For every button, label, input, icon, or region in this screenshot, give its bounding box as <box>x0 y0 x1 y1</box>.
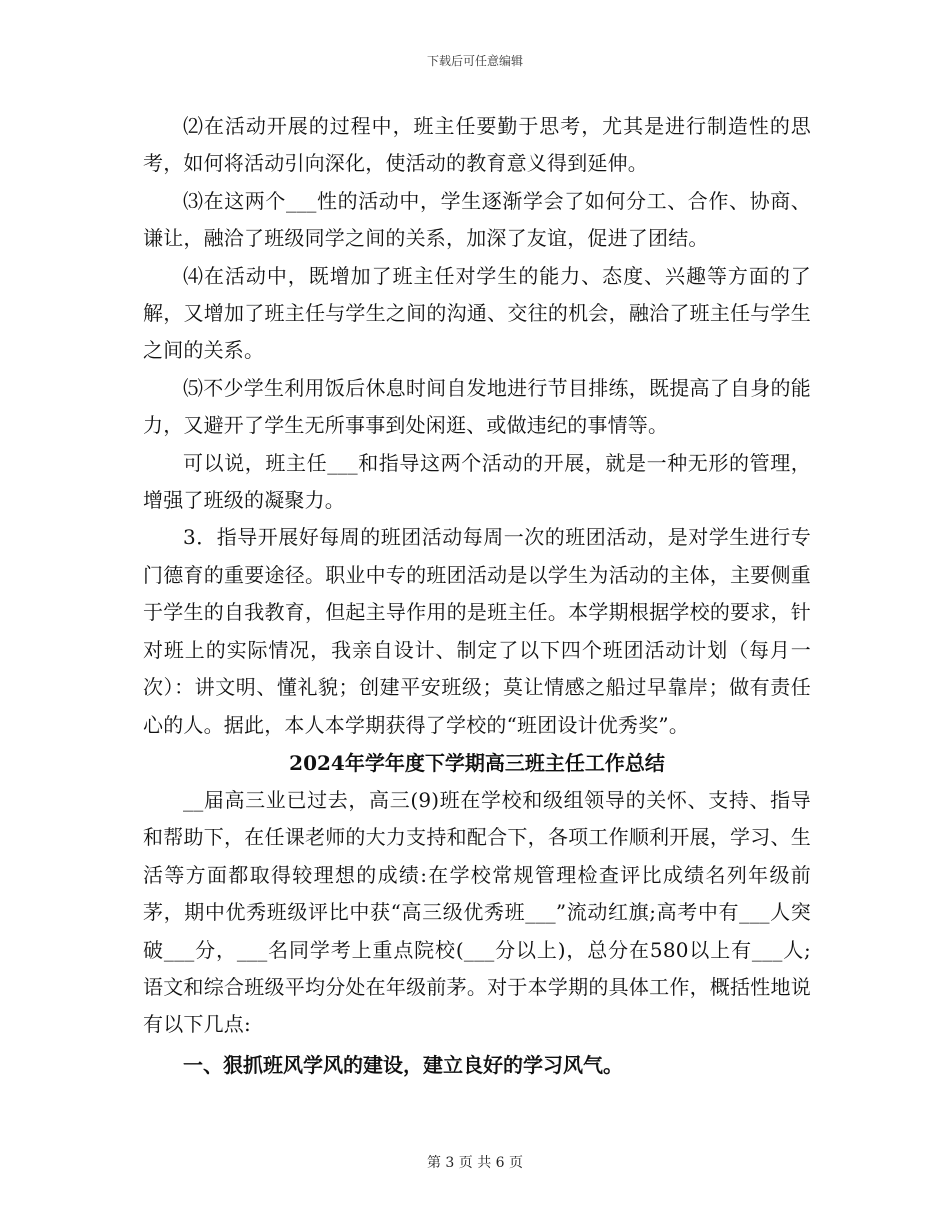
paragraph-activity-thinking: ⑵在活动开展的过程中，班主任要勤于思考，尤其是进行制造性的思考，如何将活动引向深化，使活动的教育意义得到延伸。 <box>143 114 811 176</box>
paragraph-activity-understanding: ⑷在活动中，既增加了班主任对学生的能力、态度、兴趣等方面的了解，又增加了班主任与学生之间的沟通、交往的机会，融洽了班主任与学生之间的关系。 <box>143 263 811 363</box>
paragraph-activity-rehearsal: ⑸不少学生利用饭后休息时间自发地进行节目排练，既提高了自身的能力，又避开了学生无所事事到处闲逛、或做违纪的事情等。 <box>143 375 811 438</box>
paragraph-activity-cooperation: ⑶在这两个___性的活动中，学生逐渐学会了如何分工、合作、协商、谦让，融洽了班级同学之间的关系，加深了友谊，促进了团结。 <box>143 188 811 251</box>
section-heading: 一、狠抓班风学风的建设，建立良好的学习风气。 <box>183 1052 623 1077</box>
paragraph-cohesion: 可以说，班主任___和指导这两个活动的开展，就是一种无形的管理，增强了班级的凝聚力。 <box>143 450 811 513</box>
document-body <box>143 108 811 1084</box>
page-footer: 第 3 页 共 6 页 <box>426 1155 524 1171</box>
paragraph-class-activities: 3．指导开展好每周的班团活动每周一次的班团活动，是对学生进行专门德育的重要途径。职业中专的班团活动是以学生为活动的主体，主要侧重于学生的自我教育，但起主导作用的是班主任。本学期根据学校的要求，针对班上的实际情况，我亲自设计、制定了以下四个班团活动计划（每月一次）：讲文明、懂礼貌；创建平安班级；莫让情感之船过早靠岸；做有责任心的人。据此，本人本学期获得了学校的“班团设计优秀奖”。 <box>143 525 811 737</box>
page-header: 下载后可任意编辑 <box>426 54 523 68</box>
paragraph-summary-intro: __届高三业已过去，高三(9)班在学校和级组领导的关怀、支持、指导和帮助下，在任课老师的大力支持和配合下，各项工作顺利开展，学习、生活等方面都取得较理想的成绩:在学校常规管理检查评比成绩名列年级前茅，期中优秀班级评比中获“高三级优秀班___”流动红旗;高考中有___人突破___分，___名同学考上重点院校(___分以上)，总分在580以上有___人;语文和综合班级平均分处在年级前茅。对于本学期的具体工作，概括性地说有以下几点: <box>143 787 811 1037</box>
section-title: 2024年学年度下学期高三班主任工作总结 <box>289 750 665 775</box>
